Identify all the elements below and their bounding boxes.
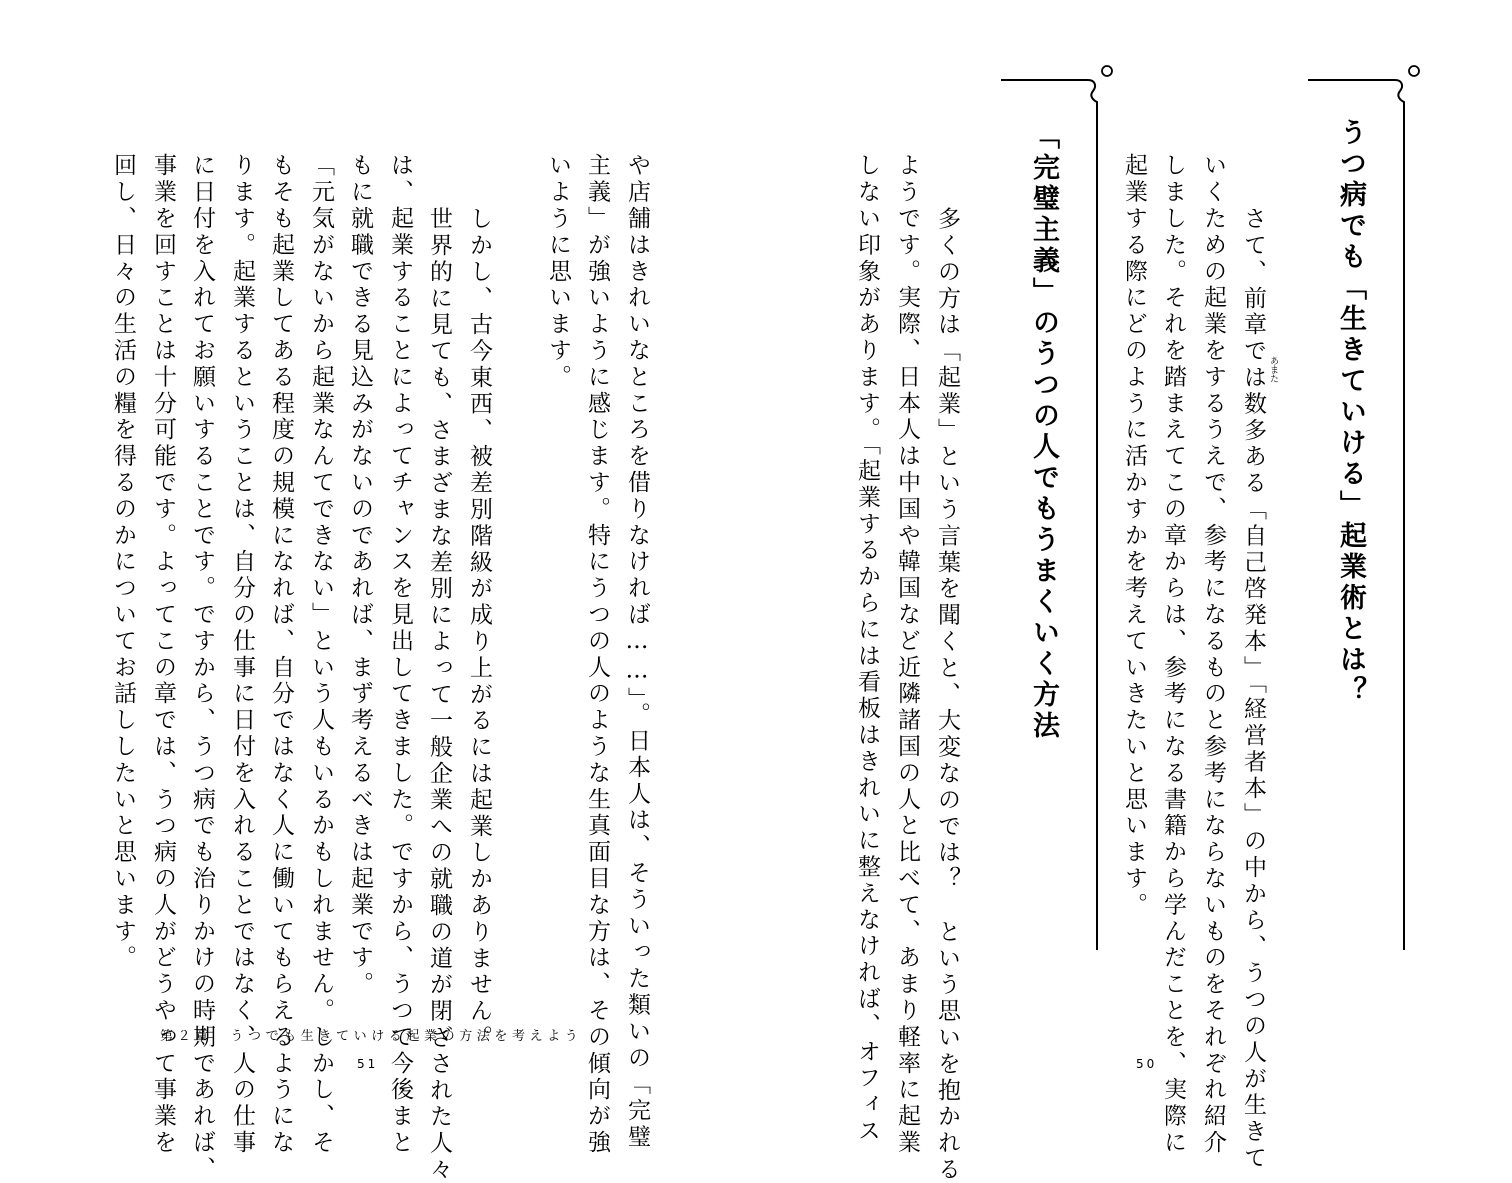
body-line: しかし、古今東西、被差別階級が成り上がるには起業しかありません。 — [466, 180, 492, 1052]
section-heading-1: うつ病でも「生きていける」起業術とは？ — [1335, 118, 1366, 707]
body-line: しました。それを踏まえてこの章からは、参考になる書籍から学んだことを、実際に — [1160, 153, 1186, 1157]
body-line: さて、前章では数多ある「自己啓発本」「経営者本」の中から、うつの人が生きて — [1240, 180, 1266, 1172]
body-line: や店舗はきれいなところを借りなければ……」。日本人は、そういった類いの「完璧 — [624, 153, 650, 1151]
body-line: いように思います。 — [545, 153, 571, 391]
body-line: 事業を回すことは十分可能です。よってこの章では、うつ病の人がどうやって事業を — [150, 153, 176, 1157]
body-line: しない印象があります。「起業するからには看板はきれいに整えなければ、オフィス — [854, 153, 880, 1145]
heading-ornament — [993, 60, 1123, 120]
heading-rule — [1096, 118, 1098, 950]
body-line: は、起業することによってチャンスを見出してきました。ですから、うつで今後まと — [387, 153, 413, 1157]
running-footer: 第２章 うつでも生きていける起業の方法を考えよう — [160, 1029, 583, 1044]
page-number-left: 51 — [357, 1057, 379, 1071]
body-line: もに就職できる見込みがないのであれば、まず考えるべきは起業です。 — [347, 153, 373, 998]
heading-ornament — [1300, 60, 1430, 120]
body-line: ようです。実際、日本人は中国や韓国など近隣諸国の人と比べて、あまり軽率に起業 — [894, 153, 920, 1157]
body-line: に日付を入れてお願いすることです。ですから、うつ病でも治りかけの時期であれば、 — [189, 153, 215, 1183]
body-line: 主義」が強いように感じます。特にうつの人のような生真面目な方は、その傾向が強 — [584, 153, 610, 1157]
body-line: 世界的に見ても、さまざまな差別によって一般企業への就職の道が閉ざされた人々 — [426, 180, 452, 1183]
page-number-right: 50 — [1136, 1057, 1158, 1071]
ruby-annotation: あまた — [1268, 356, 1278, 383]
body-line: 起業する際にどのように活かすかを考えていきたいと思います。 — [1121, 153, 1147, 919]
body-line: ります。起業するということは、自分の仕事に日付を入れることではなく、人の仕事 — [229, 153, 255, 1157]
heading-rule — [1403, 118, 1405, 950]
body-line: 「元気がないから起業なんてできない」という人もいるかもしれません。しかし、そ — [308, 153, 334, 1157]
body-line: いくための起業をするうえで、参考になるものと参考にならないものをそれぞれ紹介 — [1200, 153, 1226, 1157]
body-line: 回し、日々の生活の糧を得るのかについてお話ししたいと思います。 — [110, 153, 136, 972]
body-line: もそも起業してある程度の規模になれば、自分ではなく人に働いてもらえるようにな — [268, 153, 294, 1157]
body-line: 多くの方は「起業」という言葉を聞くと、大変なのでは？ という思いを抱かれる — [934, 180, 960, 1183]
section-heading-2: 「完璧主義」のうつの人でもうまくいく方法 — [1028, 122, 1059, 742]
